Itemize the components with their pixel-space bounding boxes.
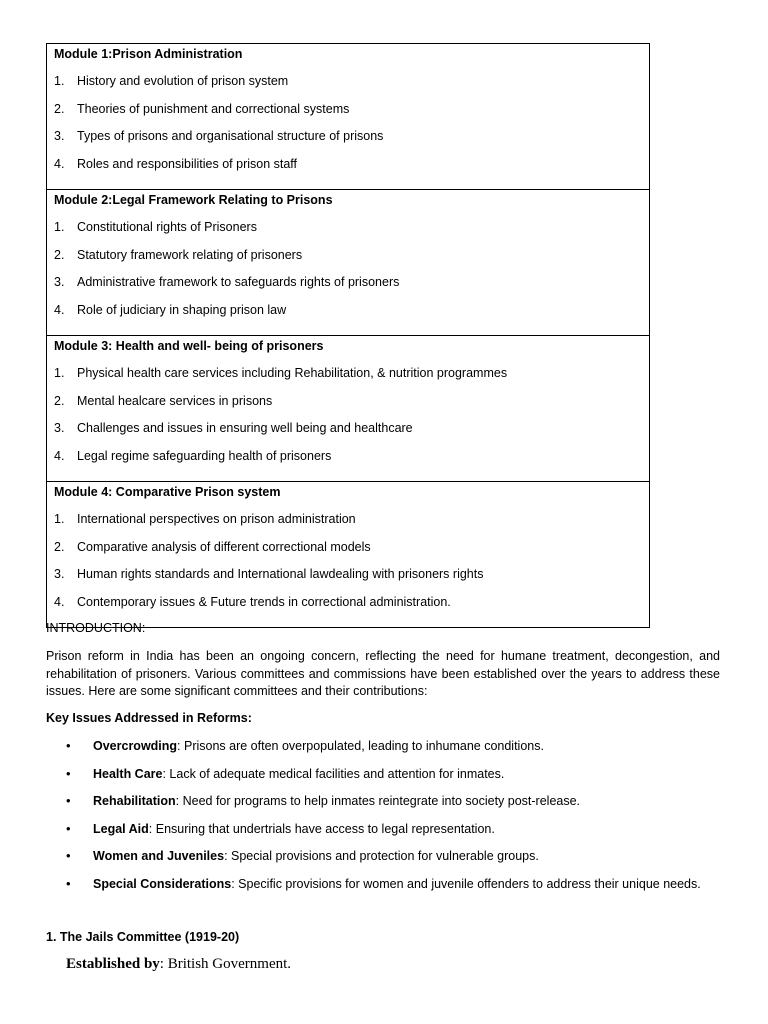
item-text: Legal regime safeguarding health of prisoners [77, 448, 332, 463]
module-item [47, 126, 649, 154]
established-by-line [66, 956, 291, 973]
list-item [66, 820, 746, 848]
item-number: 2. [54, 539, 65, 554]
key-issues-heading: Key Issues Addressed in Reforms: [46, 711, 252, 725]
module-title: Module 1:Prison Administration [54, 47, 243, 61]
item-text: Role of judiciary in shaping prison law [77, 302, 287, 317]
module-item [47, 509, 649, 537]
item-number: 3. [54, 421, 65, 435]
item-text: Roles and responsibilities of prison staff [77, 156, 298, 171]
issue-term: Rehabilitation [93, 794, 176, 808]
list-item [66, 847, 746, 875]
established-label: Established by [66, 956, 160, 972]
module-item [47, 99, 649, 127]
item-number: 4. [54, 302, 65, 317]
item-text: Statutory framework relating of prisoners [77, 247, 303, 262]
item-text: Administrative framework to safeguards rights of prisoners [77, 275, 400, 289]
syllabus-table [46, 43, 650, 628]
item-number: 3. [54, 567, 65, 581]
key-issues-list [66, 737, 746, 902]
module-item [47, 300, 649, 328]
item-text: History and evolution of prison system [77, 74, 289, 88]
established-value: : British Government. [159, 956, 292, 972]
item-text: Challenges and issues in ensuring well being and healthcare [77, 421, 413, 435]
module-2 [47, 189, 649, 335]
item-number: 1. [54, 512, 65, 526]
module-item [47, 418, 649, 446]
item-text: Physical health care services including Rehabilitation, & nutrition programmes [77, 366, 508, 380]
module-4 [47, 481, 649, 627]
jails-committee-heading: 1. The Jails Committee (1919-20) [46, 930, 240, 944]
module-item [47, 391, 649, 419]
issue-term: Women and Juveniles [93, 849, 225, 863]
module-item [47, 363, 649, 391]
item-number: 1. [54, 366, 65, 380]
module-item [47, 272, 649, 300]
module-item [47, 245, 649, 273]
bullet-icon: • [66, 765, 71, 781]
module-item [47, 217, 649, 245]
issue-desc: : Special provisions and protection for vulnerable groups. [224, 849, 539, 863]
module-title: Module 2:Legal Framework Relating to Prisons [54, 193, 333, 207]
item-text: Mental healcare services in prisons [77, 393, 273, 408]
item-number: 3. [54, 275, 65, 289]
issue-term: Health Care [93, 766, 163, 781]
module-item [47, 446, 649, 474]
introduction-heading: INTRODUCTION: [46, 621, 146, 635]
item-number: 2. [54, 247, 65, 262]
module-title: Module 3: Health and well- being of prisoners [54, 339, 324, 353]
issue-term: Overcrowding [93, 739, 178, 753]
issue-term: Legal Aid [93, 821, 149, 836]
list-item [66, 875, 746, 903]
bullet-icon: • [66, 793, 71, 808]
item-number: 2. [54, 101, 65, 116]
module-1 [47, 44, 649, 189]
item-text: Contemporary issues & Future trends in correctional administration. [77, 594, 451, 609]
module-title: Module 4: Comparative Prison system [54, 485, 281, 499]
module-item [47, 71, 649, 99]
module-item [47, 564, 649, 592]
issue-term: Special Considerations [93, 876, 232, 891]
item-number: 1. [54, 74, 65, 88]
module-item [47, 592, 649, 620]
item-number: 3. [54, 129, 65, 143]
module-3 [47, 335, 649, 481]
item-text: International perspectives on prison administration [77, 512, 356, 526]
bullet-icon: • [66, 738, 71, 753]
list-item [66, 765, 746, 793]
issue-desc: : Specific provisions for women and juvenile offenders to address their unique needs. [231, 876, 701, 891]
issue-desc: : Ensuring that undertrials have access to legal representation. [148, 821, 495, 836]
issue-desc: : Need for programs to help inmates reintegrate into society post-release. [175, 794, 581, 808]
bullet-icon: • [66, 875, 71, 891]
bullet-icon: • [66, 820, 71, 836]
item-text: Types of prisons and organisational structure of prisons [77, 129, 384, 143]
item-text: Comparative analysis of different correctional models [77, 539, 371, 554]
item-number: 2. [54, 393, 65, 408]
item-number: 4. [54, 448, 65, 463]
bullet-icon: • [66, 848, 71, 863]
module-item [47, 537, 649, 565]
item-number: 4. [54, 156, 65, 171]
item-text: Theories of punishment and correctional systems [77, 101, 350, 116]
introduction-paragraph: Prison reform in India has been an ongoing concern, reflecting the need for humane treatment, decongestion, and rehabilitation of prisoners. Various committees and commissions have been established over the years to address these issues. Here are some significant committees and their contributions: [46, 649, 720, 698]
item-text: Human rights standards and International lawdealing with prisoners rights [77, 567, 484, 581]
list-item [66, 737, 746, 765]
item-number: 1. [54, 220, 65, 234]
list-item [66, 792, 746, 820]
module-item [47, 154, 649, 182]
item-text: Constitutional rights of Prisoners [77, 220, 257, 234]
issue-desc: : Lack of adequate medical facilities and attention for inmates. [162, 766, 505, 781]
issue-desc: : Prisons are often overpopulated, leading to inhumane conditions. [177, 739, 544, 753]
item-number: 4. [54, 594, 65, 609]
